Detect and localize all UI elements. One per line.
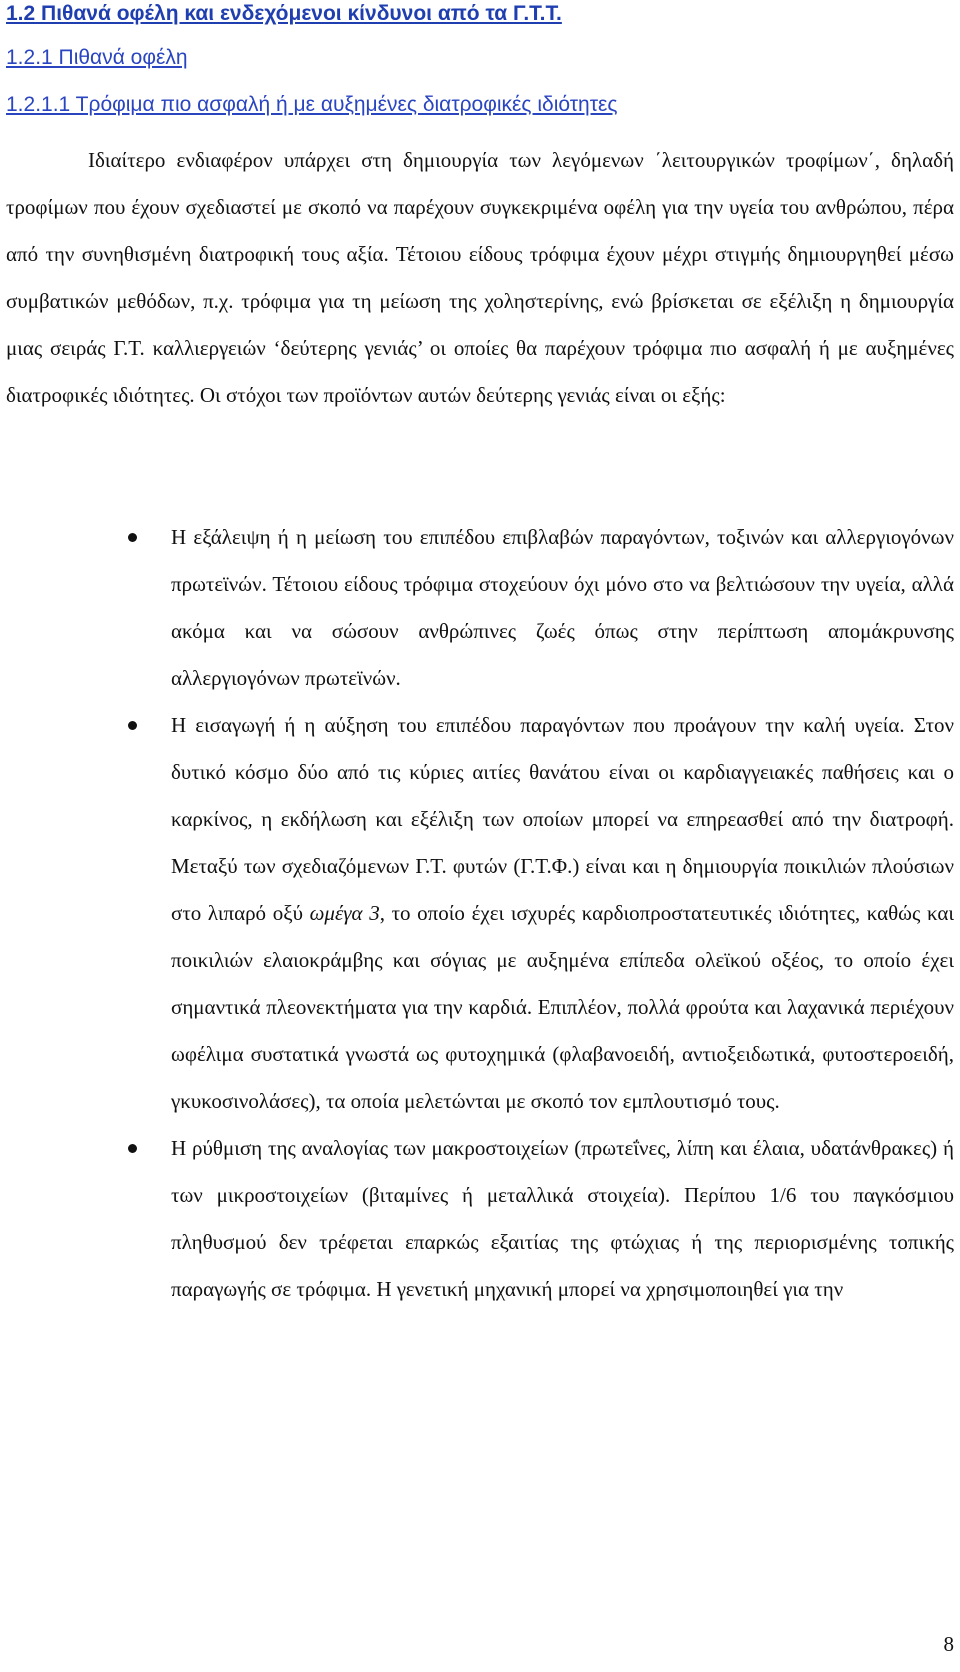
bullet-list [6, 514, 954, 1313]
intro-paragraph: Ιδιαίτερο ενδιαφέρον υπάρχει στη δημιουργία των λεγόμενων ΄λειτουργικών τροφίμων΄, δηλαδή τροφίμων που έχουν σχεδιαστεί με σκοπό να παρέχουν συγκεκριμένα οφέλη για την υγεία του ανθρώπου, πέρα από την συνηθισμένη διατροφική τους αξία. Τέτοιου είδους τρόφιμα έχουν μέχρι στιγμής δημιουργηθεί μέσω συμβατικών μεθόδων, π.χ. τρόφιμα για τη μείωση της χοληστερίνης, ενώ βρίσκεται σε εξέλιξη η δημιουργία μιας σειράς Γ.Τ. καλλιεργειών ‘δεύτερης γενιάς’ οι οποίες θα παρέχουν τρόφιμα πιο ασφαλή ή με αυξημένες διατροφικές ιδιότητες. Οι στόχοι των προϊόντων αυτών δεύτερης γενιάς είναι οι εξής: [6, 148, 954, 407]
bullet-text: Η εξάλειψη ή η μείωση του επιπέδου επιβλαβών παραγόντων, τοξινών και αλλεργιογόνων πρωτεϊνών. Τέτοιου είδους τρόφιμα στοχεύουν όχι μόνο στο να βελτιώσουν την υγεία, αλλά ακόμα και να σώσουν ανθρώπινες ζωές όπως στην περίπτωση απομάκρυνσης αλλεργιογόνων πρωτεϊνών. [171, 525, 954, 690]
section-heading-1-2[interactable]: 1.2 Πιθανά οφέλη και ενδεχόμενοι κίνδυνοι από τα Γ.Τ.Τ. [6, 2, 562, 25]
bullet-text-part-2: , το οποίο έχει ισχυρές καρδιοπροστατευτικές ιδιότητες, καθώς και ποικιλιών ελαιοκράμβης και σόγιας με αυξημένα επίπεδα ολεϊκού οξέος, το οποίο έχει σημαντικά πλεονεκτήματα για την καρδιά. Επιπλέον, πολλά φρούτα και λαχανικά περιέχουν ωφέλιμα συστατικά γνωστά ως φυτοχημικά (φλαβανοειδή, αντιοξειδωτικά, φυτοστεροειδή, γκυκοσινολάσες), τα οποία μελετώνται με σκοπό τον εμπλουτισμό τους. [171, 901, 954, 1113]
section-heading-1-2-1-1[interactable]: 1.2.1.1 Τρόφιμα πιο ασφαλή ή με αυξημένες διατροφικές ιδιότητες [6, 93, 618, 116]
bullet-item-3 [6, 1125, 954, 1313]
bullet-icon [128, 721, 137, 730]
bullet-item-2 [6, 702, 954, 1125]
bullet-text: Η ρύθμιση της αναλογίας των μακροστοιχείων (πρωτεΐνες, λίπη και έλαια, υδατάνθρακες) ή των μικροστοιχείων (βιταμίνες ή μεταλλικά στοιχεία). Περίπου 1/6 του παγκόσμιου πληθυσμού δεν τρέφεται επαρκώς εξαιτίας της φτώχιας ή της περιορισμένης τοπικής παραγωγής σε τρόφιμα. Η γενετική μηχανική μπορεί να χρησιμοποιηθεί για την [171, 1136, 954, 1301]
section-heading-1-2-1[interactable]: 1.2.1 Πιθανά οφέλη [6, 46, 188, 69]
bullet-item-1 [6, 514, 954, 702]
document-page [6, 0, 954, 1672]
bullet-text-part-1: Η εισαγωγή ή η αύξηση του επιπέδου παραγόντων που προάγουν την καλή υγεία. Στον δυτικό κόσμο δύο από τις κύριες αιτίες θανάτου είναι οι καρδιαγγειακές παθήσεις και ο καρκίνος, η εκδήλωση και εξέλιξη των οποίων μπορεί να επηρεασθεί από την διατροφή. Μεταξύ των σχεδιαζόμενων Γ.Τ. φυτών (Γ.Τ.Φ.) είναι και η δημιουργία ποικιλιών πλούσιων στο λιπαρό οξύ [171, 713, 954, 925]
omega-3-italic: ωμέγα 3 [309, 901, 380, 925]
bullet-icon [128, 533, 137, 542]
page-number: 8 [943, 1632, 954, 1656]
bullet-icon [128, 1144, 137, 1153]
